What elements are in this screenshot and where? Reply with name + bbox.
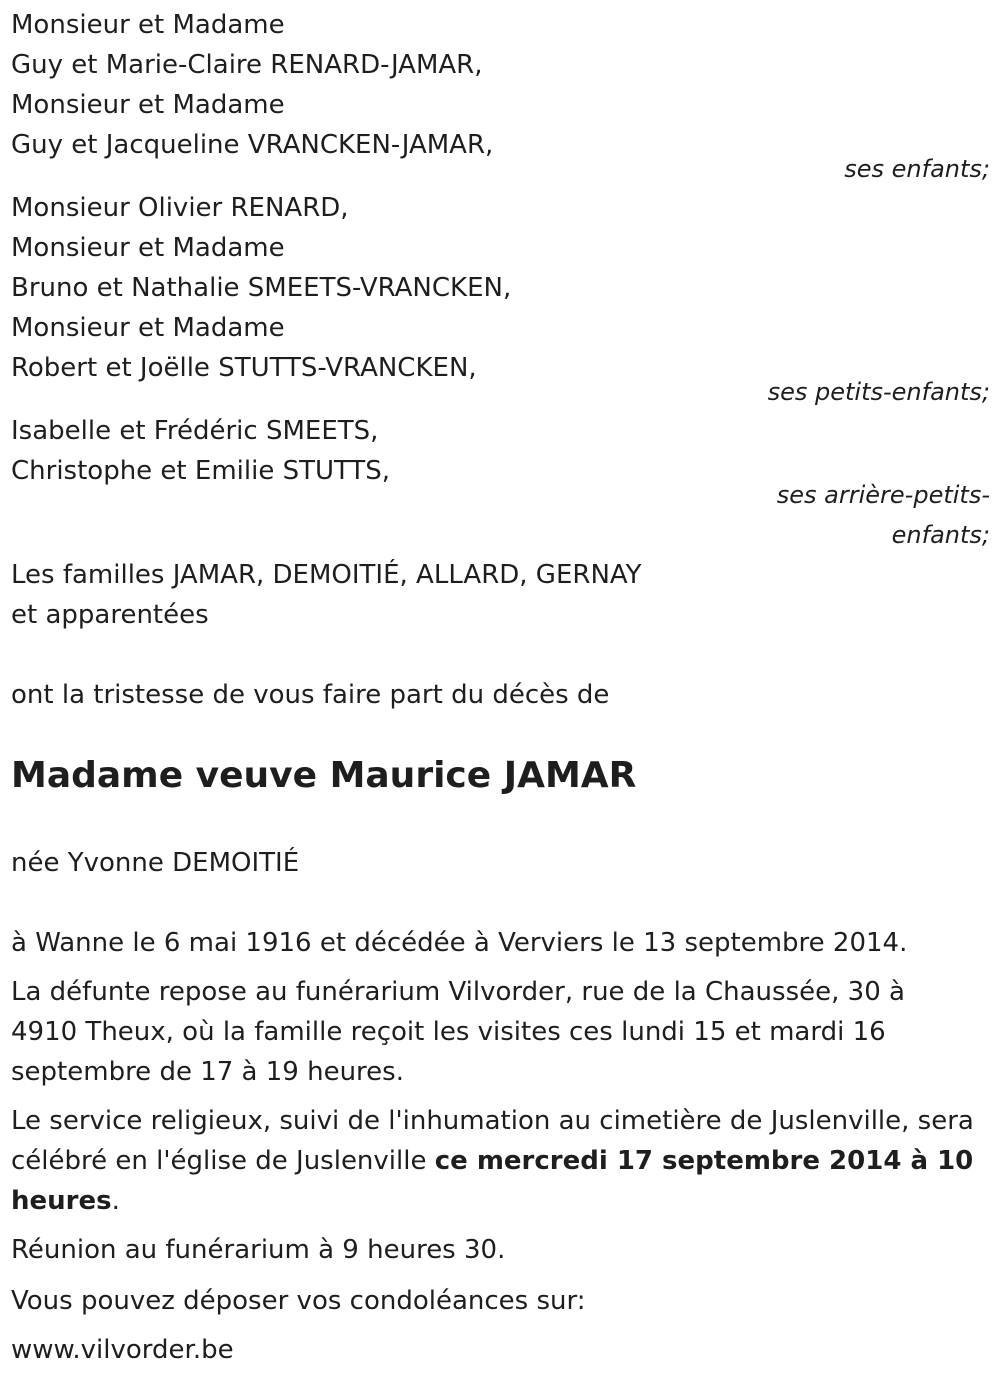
service-time: heures xyxy=(11,1186,112,1216)
children-role: ses enfants; xyxy=(844,155,990,183)
grandchildren-line-2: Monsieur et Madame xyxy=(11,233,285,263)
service-line-2-plain: célébré en l'église de Juslenville xyxy=(11,1146,435,1176)
service-line-3 xyxy=(11,1181,120,1221)
announcement: ont la tristesse de vous faire part du décès de xyxy=(11,680,610,710)
grandchildren-role: ses petits-enfants; xyxy=(767,378,990,406)
grandchildren-line-4: Monsieur et Madame xyxy=(11,313,285,343)
funeral-home-line-1: La défunte repose au funérarium Vilvorder, rue de la Chaussée, 30 à xyxy=(11,977,905,1007)
great-grandchildren-role-2: enfants; xyxy=(891,521,990,549)
great-grandchildren-line-1: Isabelle et Frédéric SMEETS, xyxy=(11,416,379,446)
service-line-2 xyxy=(11,1141,973,1181)
service-line-3-plain: . xyxy=(111,1186,120,1216)
funeral-home-line-3: septembre de 17 à 19 heures. xyxy=(11,1057,404,1087)
children-line-3: Monsieur et Madame xyxy=(11,90,285,120)
birth-name: née Yvonne DEMOITIÉ xyxy=(11,848,300,878)
grandchildren-line-3: Bruno et Nathalie SMEETS-VRANCKEN, xyxy=(11,273,512,303)
grandchildren-line-1: Monsieur Olivier RENARD, xyxy=(11,193,349,223)
service-line-1: Le service religieux, suivi de l'inhumation au cimetière de Juslenville, sera xyxy=(11,1106,974,1136)
grandchildren-line-5: Robert et Joëlle STUTTS-VRANCKEN, xyxy=(11,353,477,383)
birth-death: à Wanne le 6 mai 1916 et décédée à Verviers le 13 septembre 2014. xyxy=(11,928,908,958)
families-line-1: Les familles JAMAR, DEMOITIÉ, ALLARD, GERNAY xyxy=(11,560,642,590)
children-line-4: Guy et Jacqueline VRANCKEN-JAMAR, xyxy=(11,130,494,160)
families-line-2: et apparentées xyxy=(11,600,209,630)
condolences: Vous pouvez déposer vos condoléances sur: xyxy=(11,1286,586,1316)
meeting: Réunion au funérarium à 9 heures 30. xyxy=(11,1235,506,1265)
children-line-1: Monsieur et Madame xyxy=(11,10,285,40)
website-link[interactable]: www.vilvorder.be xyxy=(11,1335,234,1365)
deceased-name: Madame veuve Maurice JAMAR xyxy=(11,755,637,796)
funeral-home-line-2: 4910 Theux, où la famille reçoit les visites ces lundi 15 et mardi 16 xyxy=(11,1017,886,1047)
service-date: ce mercredi 17 septembre 2014 à 10 xyxy=(434,1146,974,1176)
children-line-2: Guy et Marie-Claire RENARD-JAMAR, xyxy=(11,50,483,80)
great-grandchildren-role-1: ses arrière-petits- xyxy=(776,481,990,509)
great-grandchildren-line-2: Christophe et Emilie STUTTS, xyxy=(11,456,391,486)
